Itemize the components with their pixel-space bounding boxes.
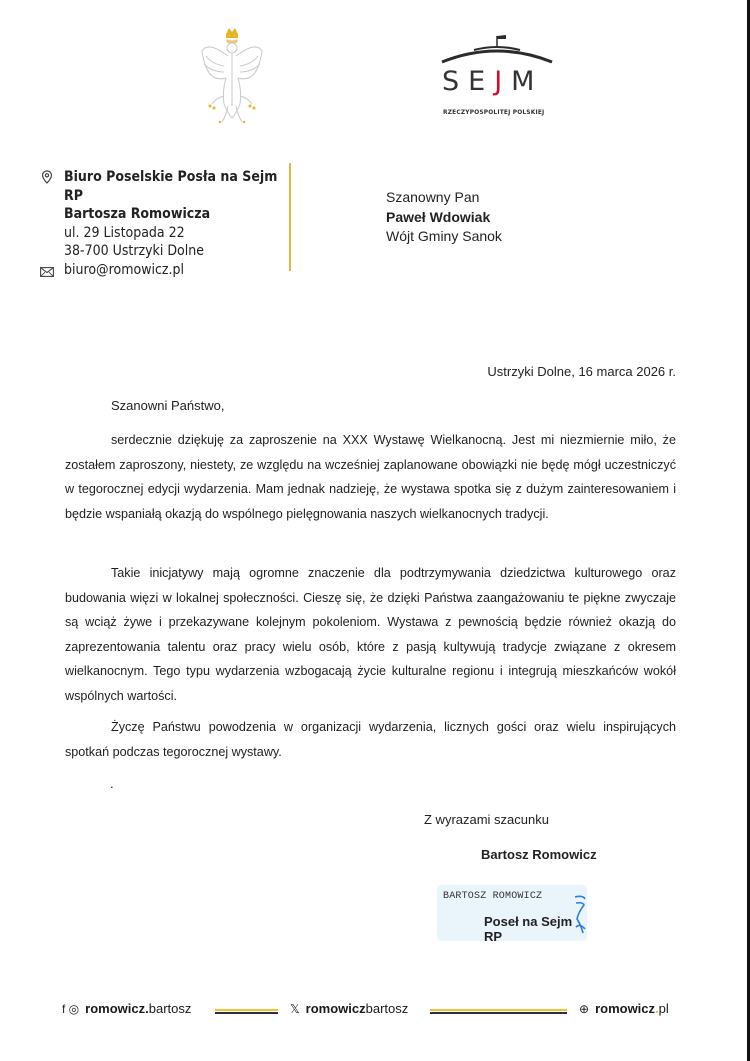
- sender-street: ul. 29 Listopada 22: [64, 224, 185, 241]
- header-divider: [289, 163, 291, 271]
- footer-social-facebook-instagram[interactable]: f ◎ romowicz.bartosz: [62, 1001, 192, 1016]
- location-pin-icon: [40, 170, 54, 184]
- sejm-logo: [440, 32, 555, 120]
- envelope-icon: [40, 265, 54, 279]
- globe-icon: ⊕: [579, 1001, 590, 1016]
- stamp-title: Poseł na Sejm RP: [484, 914, 573, 944]
- facebook-instagram-icon: f ◎: [62, 1001, 80, 1016]
- footer-divider-2: [430, 1009, 567, 1014]
- salutation: Szanowni Państwo,: [111, 398, 225, 413]
- body-paragraph-1: serdecznie dziękuję za zaproszenie na XXX Wystawę Wielkanocną. Jest mi niezmiernie miło, że zostałem zaproszony, niestety, ze względu na wcześniej zaplanowane obowiązki nie będę mógł uczestniczyć w tegorocznej edycji wydarzenia. Mam jednak nadzieję, że wystawa spotka się z dużym zainteresowaniem i będzie wspaniałą okazją do wspólnego pielęgnowania naszych wielkanocnych tradycji.: [65, 433, 676, 521]
- signature-scribble-icon: [573, 893, 587, 935]
- sender-block: [38, 168, 298, 279]
- recipient-greeting: Szanowny Pan: [386, 189, 480, 205]
- sejm-wordmark: SEJM: [442, 66, 544, 97]
- footer-website[interactable]: ⊕ romowicz.pl: [579, 1001, 669, 1016]
- sender-office: Biuro Poselskie Posła na Sejm RP: [38, 168, 298, 205]
- sender-email-link[interactable]: biuro@romowicz.pl: [64, 261, 185, 278]
- sender-city: 38-700 Ustrzyki Dolne: [64, 243, 204, 259]
- sender-name: Bartosza Romowicza: [64, 206, 211, 222]
- sejm-dome-icon: [440, 32, 555, 66]
- body-paragraph-2: Takie inicjatywy mają ogromne znaczenie dla podtrzymywania dziedzictwa kulturowego oraz budowania więzi w lokalnej społeczności. Cieszę się, że dzięki Państwa zaangażowaniu te piękne zwyczaje są wciąż żywe i przekazywane kolejnym pokoleniom. Wystawa z pewnością będzie również okazją do zaprezentowania talentu oraz pracy wielu osób, które z pasją kultywują tradycje związane z okresem wielkanocnym. Tego typu wydarzenia wzbogacają życie kulturalne regionu i integrują mieszkańców wokół wspólnych wartości.: [65, 566, 676, 703]
- closing: Z wyrazami szacunku: [424, 812, 549, 827]
- signature-stamp: [437, 885, 587, 944]
- signer-name: Bartosz Romowicz: [481, 847, 597, 862]
- recipient-block: [386, 188, 502, 247]
- stray-mark: .: [110, 776, 114, 791]
- x-twitter-icon: 𝕏: [290, 1001, 300, 1016]
- sejm-subtitle: RZECZYPOSPOLITEJ POLSKIEJ: [443, 108, 545, 116]
- stamp-name: BARTOSZ ROMOWICZ: [443, 891, 543, 902]
- recipient-title: Wójt Gminy Sanok: [386, 228, 502, 244]
- footer: [62, 1001, 682, 1021]
- polish-eagle-emblem-icon: [198, 26, 266, 126]
- body-paragraph-3: Życzę Państwu powodzenia w organizacji wydarzenia, licznych gości oraz wielu inspirujących spotkań podczas tegorocznej wystawy.: [65, 720, 676, 759]
- sender-email-row: [38, 261, 298, 280]
- footer-divider-1: [215, 1009, 278, 1014]
- letter-date: Ustrzyki Dolne, 16 marca 2026 r.: [487, 364, 676, 379]
- footer-social-x[interactable]: 𝕏 romowiczbartosz: [290, 1001, 409, 1016]
- recipient-name: Paweł Wdowiak: [386, 208, 491, 225]
